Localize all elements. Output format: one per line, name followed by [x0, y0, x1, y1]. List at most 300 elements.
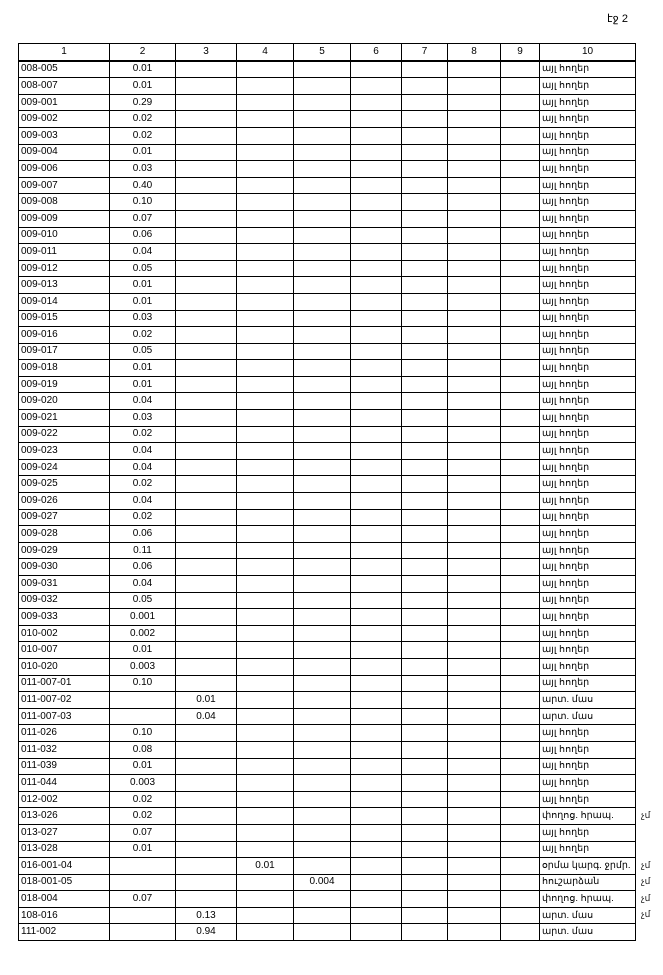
land-type-cell: այլ հողեր [540, 194, 636, 211]
area-cell [294, 559, 351, 576]
area-cell [294, 443, 351, 460]
area-cell [237, 161, 294, 178]
area-cell [176, 127, 237, 144]
area-cell [501, 758, 540, 775]
parcel-code-cell: 011-026 [19, 725, 110, 742]
area-cell [501, 791, 540, 808]
area-cell [448, 443, 501, 460]
land-type-cell: այլ հողեր [540, 658, 636, 675]
area-cell [176, 891, 237, 908]
area-cell [294, 111, 351, 128]
parcel-code-cell: 011-039 [19, 758, 110, 775]
parcel-code-cell: 013-026 [19, 808, 110, 825]
area-cell [448, 625, 501, 642]
area-cell: 0.02 [110, 791, 176, 808]
area-cell [448, 891, 501, 908]
area-cell [237, 111, 294, 128]
area-cell [294, 194, 351, 211]
area-cell [176, 509, 237, 526]
area-cell [237, 559, 294, 576]
area-cell [294, 476, 351, 493]
area-cell: 0.04 [110, 493, 176, 510]
area-cell [402, 78, 448, 95]
area-cell [448, 194, 501, 211]
land-type-cell: այլ հողեր [540, 260, 636, 277]
area-cell: 0.06 [110, 559, 176, 576]
area-cell [402, 244, 448, 261]
parcel-code-cell: 009-004 [19, 144, 110, 161]
area-cell [351, 293, 402, 310]
land-type-cell: այլ հողեր [540, 675, 636, 692]
area-cell: 0.04 [110, 459, 176, 476]
table-row [19, 393, 636, 410]
area-cell [351, 775, 402, 792]
area-cell [237, 576, 294, 593]
area-cell [501, 692, 540, 709]
area-cell: 0.01 [110, 144, 176, 161]
area-cell: 0.02 [110, 111, 176, 128]
area-cell [176, 410, 237, 427]
area-cell [448, 642, 501, 659]
area-cell [237, 907, 294, 924]
area-cell [448, 111, 501, 128]
table-row [19, 177, 636, 194]
parcel-code-cell: 010-007 [19, 642, 110, 659]
area-cell: 0.10 [110, 675, 176, 692]
parcel-code-cell: 009-013 [19, 277, 110, 294]
area-cell [237, 177, 294, 194]
area-cell [448, 542, 501, 559]
area-cell [351, 858, 402, 875]
area-cell [351, 509, 402, 526]
area-cell [351, 210, 402, 227]
area-cell [501, 858, 540, 875]
area-cell [448, 493, 501, 510]
land-type-cell: այլ հողեր [540, 376, 636, 393]
area-cell [448, 791, 501, 808]
land-type-cell: այլ հողեր [540, 327, 636, 344]
area-cell [351, 675, 402, 692]
table-row [19, 692, 636, 709]
area-cell [176, 824, 237, 841]
land-type-cell: այլ հողեր [540, 177, 636, 194]
area-cell: 0.40 [110, 177, 176, 194]
area-cell: 0.01 [110, 61, 176, 78]
parcel-code-cell: 009-031 [19, 576, 110, 593]
area-cell [501, 177, 540, 194]
area-cell [402, 824, 448, 841]
land-type-cell: այլ հողեր [540, 741, 636, 758]
parcel-code-cell: 011-044 [19, 775, 110, 792]
area-cell [294, 625, 351, 642]
area-cell [237, 708, 294, 725]
area-cell [294, 791, 351, 808]
area-cell [351, 310, 402, 327]
area-cell [402, 343, 448, 360]
area-cell [176, 459, 237, 476]
area-cell [402, 260, 448, 277]
area-cell [237, 410, 294, 427]
area-cell [237, 675, 294, 692]
area-cell [402, 277, 448, 294]
area-cell [402, 459, 448, 476]
area-cell [501, 61, 540, 78]
margin-note: չմ [641, 809, 651, 820]
area-cell [294, 658, 351, 675]
table-row [19, 376, 636, 393]
area-cell [501, 658, 540, 675]
table-row [19, 343, 636, 360]
area-cell [448, 725, 501, 742]
area-cell [501, 824, 540, 841]
area-cell [110, 858, 176, 875]
area-cell [351, 127, 402, 144]
parcel-code-cell: 008-005 [19, 61, 110, 78]
area-cell [501, 576, 540, 593]
area-cell: 0.05 [110, 592, 176, 609]
area-cell: 0.003 [110, 658, 176, 675]
area-cell [110, 874, 176, 891]
area-cell [237, 194, 294, 211]
area-cell [402, 542, 448, 559]
area-cell [176, 609, 237, 626]
table-row [19, 61, 636, 78]
area-cell [237, 609, 294, 626]
area-cell: 0.06 [110, 227, 176, 244]
land-type-cell: այլ հողեր [540, 459, 636, 476]
table-row [19, 509, 636, 526]
table-row [19, 127, 636, 144]
area-cell [176, 260, 237, 277]
area-cell [501, 443, 540, 460]
area-cell [448, 127, 501, 144]
area-cell [402, 426, 448, 443]
area-cell [294, 609, 351, 626]
area-cell [176, 194, 237, 211]
land-register-table [18, 43, 636, 941]
area-cell [448, 210, 501, 227]
area-cell [176, 476, 237, 493]
land-type-cell: այլ հողեր [540, 393, 636, 410]
area-cell [351, 393, 402, 410]
area-cell [237, 293, 294, 310]
parcel-code-cell: 009-032 [19, 592, 110, 609]
land-type-cell: այլ հողեր [540, 559, 636, 576]
column-header: 4 [237, 44, 294, 61]
area-cell [501, 725, 540, 742]
area-cell [402, 808, 448, 825]
area-cell [501, 410, 540, 427]
area-cell [402, 310, 448, 327]
area-cell [351, 708, 402, 725]
parcel-code-cell: 009-007 [19, 177, 110, 194]
area-cell [351, 791, 402, 808]
area-cell [402, 775, 448, 792]
land-type-cell: այլ հողեր [540, 509, 636, 526]
area-cell [237, 493, 294, 510]
area-cell: 0.04 [176, 708, 237, 725]
area-cell [294, 891, 351, 908]
area-cell [176, 94, 237, 111]
parcel-code-cell: 009-002 [19, 111, 110, 128]
area-cell [351, 874, 402, 891]
area-cell [294, 277, 351, 294]
area-cell [501, 708, 540, 725]
area-cell [237, 741, 294, 758]
area-cell: 0.004 [294, 874, 351, 891]
parcel-code-cell: 011-007-03 [19, 708, 110, 725]
area-cell [402, 476, 448, 493]
area-cell [501, 327, 540, 344]
area-cell [176, 360, 237, 377]
area-cell [448, 874, 501, 891]
area-cell [501, 144, 540, 161]
area-cell [176, 874, 237, 891]
parcel-code-cell: 111-002 [19, 924, 110, 941]
area-cell [176, 277, 237, 294]
area-cell [294, 127, 351, 144]
area-cell [351, 277, 402, 294]
area-cell [294, 592, 351, 609]
table-row [19, 924, 636, 941]
land-type-cell: հուշարձան [540, 874, 636, 891]
area-cell [402, 61, 448, 78]
parcel-code-cell: 009-017 [19, 343, 110, 360]
area-cell [294, 61, 351, 78]
area-cell [294, 924, 351, 941]
column-header: 10 [540, 44, 636, 61]
parcel-code-cell: 010-020 [19, 658, 110, 675]
area-cell [402, 127, 448, 144]
area-cell [448, 227, 501, 244]
area-cell [176, 210, 237, 227]
parcel-code-cell: 009-022 [19, 426, 110, 443]
area-cell [237, 393, 294, 410]
land-type-cell: օրմա կարգ. ջրմր. [540, 858, 636, 875]
area-cell [176, 161, 237, 178]
parcel-code-cell: 013-028 [19, 841, 110, 858]
area-cell [351, 376, 402, 393]
table-row [19, 907, 636, 924]
area-cell: 0.002 [110, 625, 176, 642]
column-header: 8 [448, 44, 501, 61]
parcel-code-cell: 009-028 [19, 526, 110, 543]
table-row [19, 874, 636, 891]
land-type-cell: այլ հողեր [540, 775, 636, 792]
area-cell [402, 907, 448, 924]
land-type-cell: այլ հողեր [540, 526, 636, 543]
area-cell: 0.02 [110, 127, 176, 144]
parcel-code-cell: 009-029 [19, 542, 110, 559]
area-cell: 0.04 [110, 576, 176, 593]
parcel-code-cell: 016-001-04 [19, 858, 110, 875]
area-cell [448, 293, 501, 310]
area-cell: 0.05 [110, 343, 176, 360]
area-cell [176, 144, 237, 161]
area-cell [351, 559, 402, 576]
land-type-cell: փողոց. հրապ. [540, 808, 636, 825]
area-cell [294, 775, 351, 792]
area-cell [501, 227, 540, 244]
area-cell [402, 791, 448, 808]
area-cell [294, 858, 351, 875]
area-cell [176, 542, 237, 559]
area-cell [294, 725, 351, 742]
area-cell [237, 360, 294, 377]
land-type-cell: այլ հողեր [540, 277, 636, 294]
area-cell [351, 343, 402, 360]
table-body [19, 61, 636, 941]
area-cell [501, 161, 540, 178]
area-cell [237, 592, 294, 609]
table-row [19, 194, 636, 211]
parcel-code-cell: 011-007-02 [19, 692, 110, 709]
table-row [19, 260, 636, 277]
area-cell: 0.01 [110, 376, 176, 393]
area-cell: 0.01 [110, 360, 176, 377]
margin-note: չմ [641, 859, 651, 870]
area-cell [294, 741, 351, 758]
area-cell [237, 692, 294, 709]
area-cell [501, 459, 540, 476]
area-cell [402, 576, 448, 593]
table-row [19, 111, 636, 128]
parcel-code-cell: 013-027 [19, 824, 110, 841]
parcel-code-cell: 009-030 [19, 559, 110, 576]
area-cell [294, 227, 351, 244]
area-cell [176, 775, 237, 792]
area-cell [351, 824, 402, 841]
area-cell [351, 542, 402, 559]
area-cell [176, 227, 237, 244]
area-cell [402, 891, 448, 908]
area-cell [294, 542, 351, 559]
area-cell [237, 874, 294, 891]
area-cell [176, 177, 237, 194]
area-cell [402, 493, 448, 510]
table-row [19, 725, 636, 742]
parcel-code-cell: 009-033 [19, 609, 110, 626]
parcel-code-cell: 009-021 [19, 410, 110, 427]
area-cell: 0.13 [176, 907, 237, 924]
area-cell [351, 459, 402, 476]
area-cell [402, 177, 448, 194]
area-cell [294, 576, 351, 593]
parcel-code-cell: 018-001-05 [19, 874, 110, 891]
column-header: 2 [110, 44, 176, 61]
parcel-code-cell: 009-015 [19, 310, 110, 327]
parcel-code-cell: 009-023 [19, 443, 110, 460]
area-cell [402, 94, 448, 111]
land-type-cell: այլ հողեր [540, 94, 636, 111]
area-cell [501, 293, 540, 310]
area-cell: 0.08 [110, 741, 176, 758]
area-cell [501, 127, 540, 144]
table-row [19, 808, 636, 825]
table-row [19, 741, 636, 758]
area-cell [448, 824, 501, 841]
area-cell [402, 675, 448, 692]
area-cell [448, 658, 501, 675]
land-type-cell: այլ հողեր [540, 443, 636, 460]
land-type-cell: արտ. մաս [540, 907, 636, 924]
area-cell [237, 642, 294, 659]
area-cell [351, 907, 402, 924]
table-row [19, 459, 636, 476]
area-cell [176, 443, 237, 460]
area-cell [351, 576, 402, 593]
area-cell [294, 360, 351, 377]
column-header: 9 [501, 44, 540, 61]
area-cell [501, 559, 540, 576]
area-cell [448, 426, 501, 443]
table-row [19, 360, 636, 377]
area-cell [176, 78, 237, 95]
parcel-code-cell: 009-026 [19, 493, 110, 510]
area-cell [176, 559, 237, 576]
table-row [19, 642, 636, 659]
area-cell [176, 526, 237, 543]
area-cell [351, 526, 402, 543]
land-type-cell: այլ հողեր [540, 410, 636, 427]
area-cell [294, 343, 351, 360]
area-cell [501, 343, 540, 360]
area-cell: 0.02 [110, 808, 176, 825]
area-cell [176, 293, 237, 310]
table-row [19, 210, 636, 227]
area-cell [294, 177, 351, 194]
area-cell [501, 94, 540, 111]
area-cell [294, 509, 351, 526]
area-cell [237, 841, 294, 858]
land-type-cell: այլ հողեր [540, 576, 636, 593]
area-cell [402, 841, 448, 858]
area-cell [402, 725, 448, 742]
area-cell [501, 244, 540, 261]
area-cell: 0.94 [176, 924, 237, 941]
area-cell [501, 775, 540, 792]
table-row [19, 791, 636, 808]
area-cell [176, 576, 237, 593]
area-cell [448, 327, 501, 344]
area-cell [176, 858, 237, 875]
land-type-cell: այլ հողեր [540, 161, 636, 178]
area-cell [448, 94, 501, 111]
area-cell [294, 758, 351, 775]
parcel-code-cell: 108-016 [19, 907, 110, 924]
area-cell [448, 310, 501, 327]
area-cell [402, 376, 448, 393]
area-cell: 0.04 [110, 393, 176, 410]
area-cell [448, 393, 501, 410]
area-cell [294, 410, 351, 427]
land-type-cell: արտ. մաս [540, 692, 636, 709]
area-cell [176, 808, 237, 825]
area-cell [351, 260, 402, 277]
area-cell [402, 592, 448, 609]
area-cell: 0.01 [110, 642, 176, 659]
area-cell [448, 592, 501, 609]
area-cell [448, 576, 501, 593]
area-cell [402, 526, 448, 543]
area-cell: 0.07 [110, 891, 176, 908]
area-cell [294, 210, 351, 227]
parcel-code-cell: 011-032 [19, 741, 110, 758]
area-cell [448, 708, 501, 725]
area-cell [448, 476, 501, 493]
area-cell [176, 61, 237, 78]
area-cell [402, 410, 448, 427]
